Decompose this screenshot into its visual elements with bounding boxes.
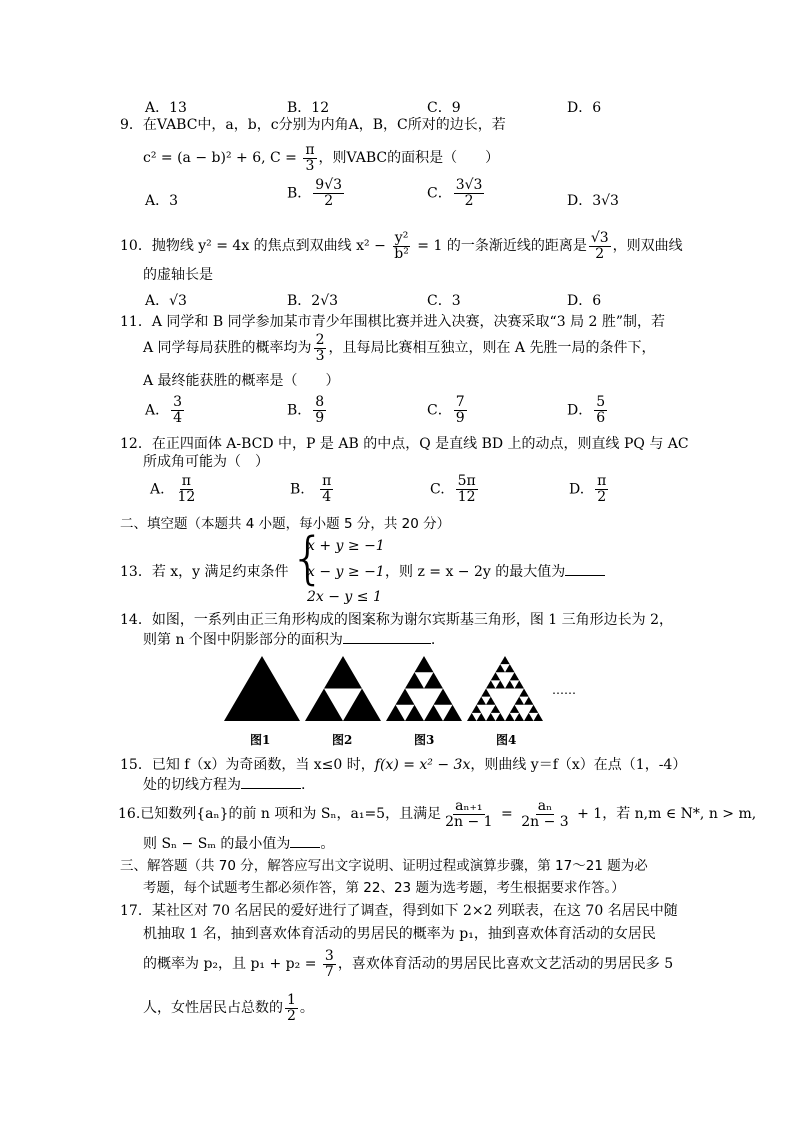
q13-constraint-2: x − y ≥ −1 <box>307 564 385 580</box>
q12-option-c: C. $\frac{5\pi}{12}$ <box>430 473 476 505</box>
q8-option-d: D．6 <box>567 100 602 116</box>
q11-stem-line3: A 最终能获胜的概率是（ ） <box>143 373 340 389</box>
q16-stem-line2: 则 Sₙ − Sₘ 的最小值为 。 <box>143 836 335 852</box>
q10-option-b: B．2√3 <box>287 293 339 309</box>
q8-option-a: A．13 <box>145 100 187 116</box>
q9-option-a: A．3 <box>145 193 179 209</box>
q15-stem-line1: 15．已知 f（x）为奇函数，当 x≤0 时，f(x) = x² − 3x，则曲线 y＝f（x）在点（1，-4） <box>120 757 687 773</box>
q16-answer-blank[interactable] <box>290 835 320 848</box>
q17-stem-line4: 人，女性居民占总数的 $\frac{1}{2}$ 。 <box>143 991 314 1024</box>
fig3-caption: 图3 <box>414 733 435 747</box>
q12-stem-line1: 12．在正四面体 A-BCD 中，P 是 AB 的中点，Q 是直线 BD 上的动点，则直线 PQ 与 AC <box>120 436 689 452</box>
q11-option-d: D． $\frac{5}{6}$ <box>567 394 606 426</box>
q15-answer-blank[interactable] <box>241 776 301 789</box>
q17-stem-line1: 17．某社区对 70 名居民的爱好进行了调查，得到如下 2×2 列联表，在这 70 名居民中随 <box>120 903 678 919</box>
q12-option-a: A. $\frac{\pi}{12}$ <box>150 473 196 505</box>
q9-option-b: B． $\frac{9√3}{2}$ <box>287 177 343 209</box>
section3-heading-line1: 三、解答题（共 70 分，解答应写出文字说明、证明过程或演算步骤，第 17～21 题为必 <box>120 858 648 874</box>
section3-heading-line2: 考题，每个试题考生都必须作答，第 22、23 题为选考题，考生根据要求作答。） <box>143 880 625 896</box>
q11-stem-line1: 11．A 同学和 B 同学参加某市青少年围棋比赛并进入决赛，决赛采取“3 局 2 胜”制，若 <box>120 314 666 330</box>
q12-stem-line2: 所成角可能为（ ） <box>143 454 269 470</box>
q9-condition: c² = (a − b)² + 6, C = <box>143 150 302 166</box>
q13-constraint-1: x + y ≥ −1 <box>307 538 385 554</box>
q11-option-c: C． $\frac{7}{9}$ <box>427 394 465 426</box>
q17-stem-line2: 机抽取 1 名，抽到喜欢体育活动的男居民的概率为 p₁，抽到喜欢体育活动的女居民 <box>143 926 656 942</box>
q10-stem-line1: 10．抛物线 y² = 4x 的焦点到双曲线 x² − $\frac{\text{y²}}{\text{b²}}$ = 1 的一条渐近线的距离是 $\frac{√3}{2}$ ，则双曲线 <box>120 229 683 262</box>
q12-option-b: B. $\frac{\pi}{4}$ <box>290 473 332 505</box>
q10-stem-line2: 的虚轴长是 <box>143 267 213 283</box>
q9-option-d: D．3√3 <box>567 193 619 209</box>
q10-option-c: C．3 <box>427 293 461 309</box>
q14-stem-line2: 则第 n 个图中阴影部分的面积为 . <box>143 632 436 648</box>
fig4-triangle <box>467 656 543 721</box>
figure-ellipsis: …… <box>552 683 576 697</box>
fig1-triangle <box>224 656 300 721</box>
q9-angle-fraction: $\frac{\pi}{3}$ <box>305 141 315 174</box>
q13-answer-blank[interactable] <box>565 563 605 576</box>
fig1-caption: 图1 <box>250 733 271 747</box>
q14-stem-line1: 14．如图，一系列由正三角形构成的图案称为谢尔宾斯基三角形，图 1 三角形边长为 2， <box>120 612 673 628</box>
q12-option-d: D. $\frac{\pi}{2}$ <box>569 473 607 505</box>
q17-stem-line3: 的概率为 p₂，且 p₁ + p₂ = $\frac{3}{7}$ ，喜欢体育活动的男居民比喜欢文艺活动的男居民多 5 <box>143 947 674 980</box>
q9-option-c: C． $\frac{3√3}{2}$ <box>427 177 483 209</box>
section2-heading: 二、填空题（本题共 4 小题，每小题 5 分，共 20 分） <box>120 516 451 532</box>
q16-stem-line1: 16.已知数列{aₙ}的前 n 项和为 Sₙ，a₁=5，且满足 $\frac{\text{aₙ₊₁}}{2n - 1}$ = $\frac{\text{aₙ}}{2n - 3}$ + 1，若 n,m ∈ N*, n > m, <box>118 797 757 830</box>
q11-stem-line2: A 同学每局获胜的概率均为 $\frac{2}{3}$ ，且每局比赛相互独立，则在 A 先胜一局的条件下， <box>143 331 656 364</box>
q8-option-c: C．9 <box>427 100 461 116</box>
fig2-caption: 图2 <box>332 733 353 747</box>
q9-question: ，则VABC的面积是（ ） <box>318 150 500 166</box>
fig2-triangle <box>305 656 381 721</box>
q15-stem-line2: 处的切线方程为 . <box>143 777 306 793</box>
q10-option-d: D．6 <box>567 293 602 309</box>
q14-answer-blank[interactable] <box>343 631 431 644</box>
q8-option-b: B．12 <box>287 100 330 116</box>
q11-option-b: B． $\frac{8}{9}$ <box>287 394 325 426</box>
sierpinski-figure <box>220 650 580 725</box>
fig3-triangle <box>386 656 462 721</box>
q13-stem-pre: 13．若 x，y 满足约束条件 <box>120 564 289 580</box>
fig4-caption: 图4 <box>496 733 517 747</box>
q11-option-a: A． $\frac{3}{4}$ <box>145 394 183 426</box>
q13-brace: { <box>290 526 326 591</box>
q13-stem-post: ，则 z = x − 2y 的最大值为 <box>385 563 605 581</box>
q10-option-a: A．√3 <box>145 293 187 309</box>
q9-stem-line1: 9．在VABC中，a，b，c分别为内角A，B，C所对的边长，若 <box>120 117 506 133</box>
q13-constraint-3: 2x − y ≤ 1 <box>307 589 382 605</box>
q9-stem-line2 <box>143 140 499 176</box>
